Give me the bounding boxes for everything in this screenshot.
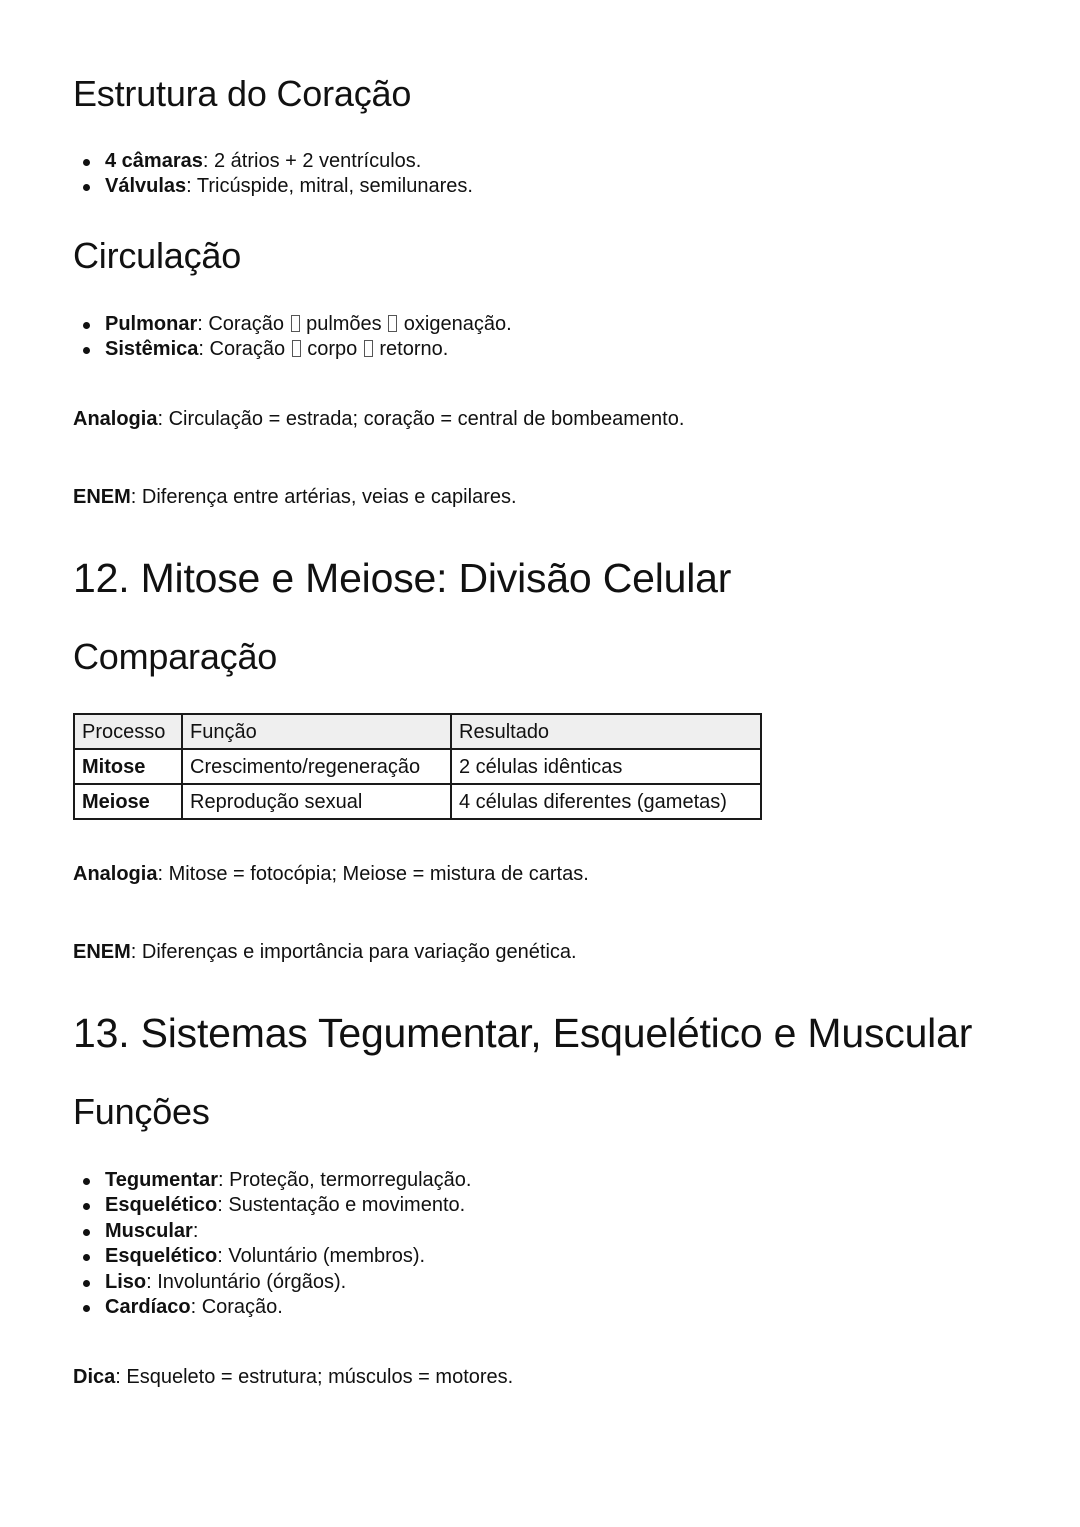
- item-text: : Involuntário (órgãos).: [146, 1270, 347, 1293]
- item-label: 4 câmaras: [105, 150, 203, 172]
- item-label: Muscular: [105, 1219, 193, 1242]
- circulation-enem-note: [73, 485, 517, 510]
- item-text: : Coração: [197, 313, 290, 335]
- table-cell: Reprodução sexual: [182, 784, 451, 819]
- item-text: oxigenação.: [398, 313, 512, 335]
- tip-label: Dica: [73, 1366, 116, 1388]
- enem-label: ENEM: [73, 941, 131, 963]
- bullet-icon: [83, 1305, 90, 1312]
- heading-heart-structure: Estrutura do Coração: [73, 73, 412, 114]
- item-label: Sistêmica: [105, 338, 199, 361]
- column-header-result: Resultado: [451, 714, 761, 749]
- enem-text: : Diferenças e importância para variação genética.: [130, 941, 577, 963]
- heading-mitosis-meiosis: 12. Mitose e Meiose: Divisão Celular: [73, 555, 732, 601]
- list-item: [73, 1193, 471, 1218]
- analogy-text: : Circulação = estrada; coração = central de bombeamento.: [157, 408, 685, 430]
- item-label: Válvulas: [105, 175, 187, 198]
- systems-tip: [73, 1365, 513, 1390]
- list-item: [73, 337, 512, 362]
- item-text: : Coração.: [190, 1296, 283, 1319]
- enem-label: ENEM: [73, 486, 131, 508]
- bullet-icon: [83, 1280, 90, 1287]
- circulation-analogy: [73, 407, 684, 432]
- comparison-table: [73, 713, 762, 820]
- item-label: Esquelético: [105, 1194, 218, 1217]
- list-item: [73, 1270, 471, 1295]
- list-item: [73, 312, 512, 337]
- arrow-icon: [291, 315, 300, 332]
- item-label: Pulmonar: [105, 313, 198, 335]
- analogy-label: Analogia: [73, 863, 158, 885]
- table-cell: Mitose: [74, 749, 182, 784]
- heading-circulation: Circulação: [73, 235, 242, 276]
- item-text: : 2 átrios + 2 ventrículos.: [202, 150, 422, 172]
- tip-text: : Esqueleto = estrutura; músculos = motores.: [115, 1366, 514, 1388]
- column-header-process: Processo: [74, 714, 182, 749]
- list-item: [73, 1295, 471, 1320]
- item-text: : Voluntário (membros).: [217, 1245, 426, 1268]
- table-cell: Crescimento/regeneração: [182, 749, 451, 784]
- item-text: pulmões: [300, 313, 388, 335]
- heading-functions: Funções: [73, 1091, 210, 1132]
- item-text: : Proteção, termorregulação.: [217, 1169, 472, 1191]
- item-text: corpo: [301, 338, 363, 361]
- item-label: Tegumentar: [105, 1169, 218, 1191]
- arrow-icon: [364, 340, 373, 357]
- bullet-icon: [83, 322, 90, 329]
- bullet-icon: [83, 347, 90, 354]
- table-row: [74, 749, 761, 784]
- mitosis-enem-note: [73, 940, 577, 965]
- mitosis-analogy: [73, 862, 589, 887]
- heading-systems: 13. Sistemas Tegumentar, Esquelético e Muscular: [73, 1010, 973, 1056]
- heading-comparison: Comparação: [73, 636, 278, 677]
- table-cell: 4 células diferentes (gametas): [451, 784, 761, 819]
- list-item: [73, 1219, 471, 1244]
- column-header-function: Função: [182, 714, 451, 749]
- item-label: Cardíaco: [105, 1296, 191, 1319]
- item-text: : Coração: [198, 338, 291, 361]
- table-cell: Meiose: [74, 784, 182, 819]
- bullet-icon: [83, 1203, 90, 1210]
- enem-text: : Diferença entre artérias, veias e capilares.: [130, 486, 517, 508]
- bullet-icon: [83, 159, 90, 166]
- table-header-row: [74, 714, 761, 749]
- analogy-text: : Mitose = fotocópia; Meiose = mistura de cartas.: [157, 863, 589, 885]
- item-text: retorno.: [373, 338, 449, 361]
- table-row: [74, 784, 761, 819]
- item-label: Liso: [105, 1270, 147, 1293]
- list-item: [73, 1168, 471, 1193]
- bullet-icon: [83, 184, 90, 191]
- analogy-label: Analogia: [73, 408, 158, 430]
- list-item: [73, 174, 473, 199]
- arrow-icon: [292, 340, 301, 357]
- item-text: : Tricúspide, mitral, semilunares.: [186, 175, 473, 198]
- bullet-icon: [83, 1254, 90, 1261]
- item-label: Esquelético: [105, 1245, 218, 1268]
- circulation-list: [73, 312, 512, 363]
- bullet-icon: [83, 1229, 90, 1236]
- item-text: :: [192, 1219, 199, 1242]
- list-item: [73, 149, 473, 174]
- bullet-icon: [83, 1178, 90, 1185]
- heart-structure-list: [73, 149, 473, 200]
- table-cell: 2 células idênticas: [451, 749, 761, 784]
- list-item: [73, 1244, 471, 1269]
- arrow-icon: [388, 315, 397, 332]
- systems-list: [73, 1168, 471, 1320]
- item-text: : Sustentação e movimento.: [217, 1194, 466, 1217]
